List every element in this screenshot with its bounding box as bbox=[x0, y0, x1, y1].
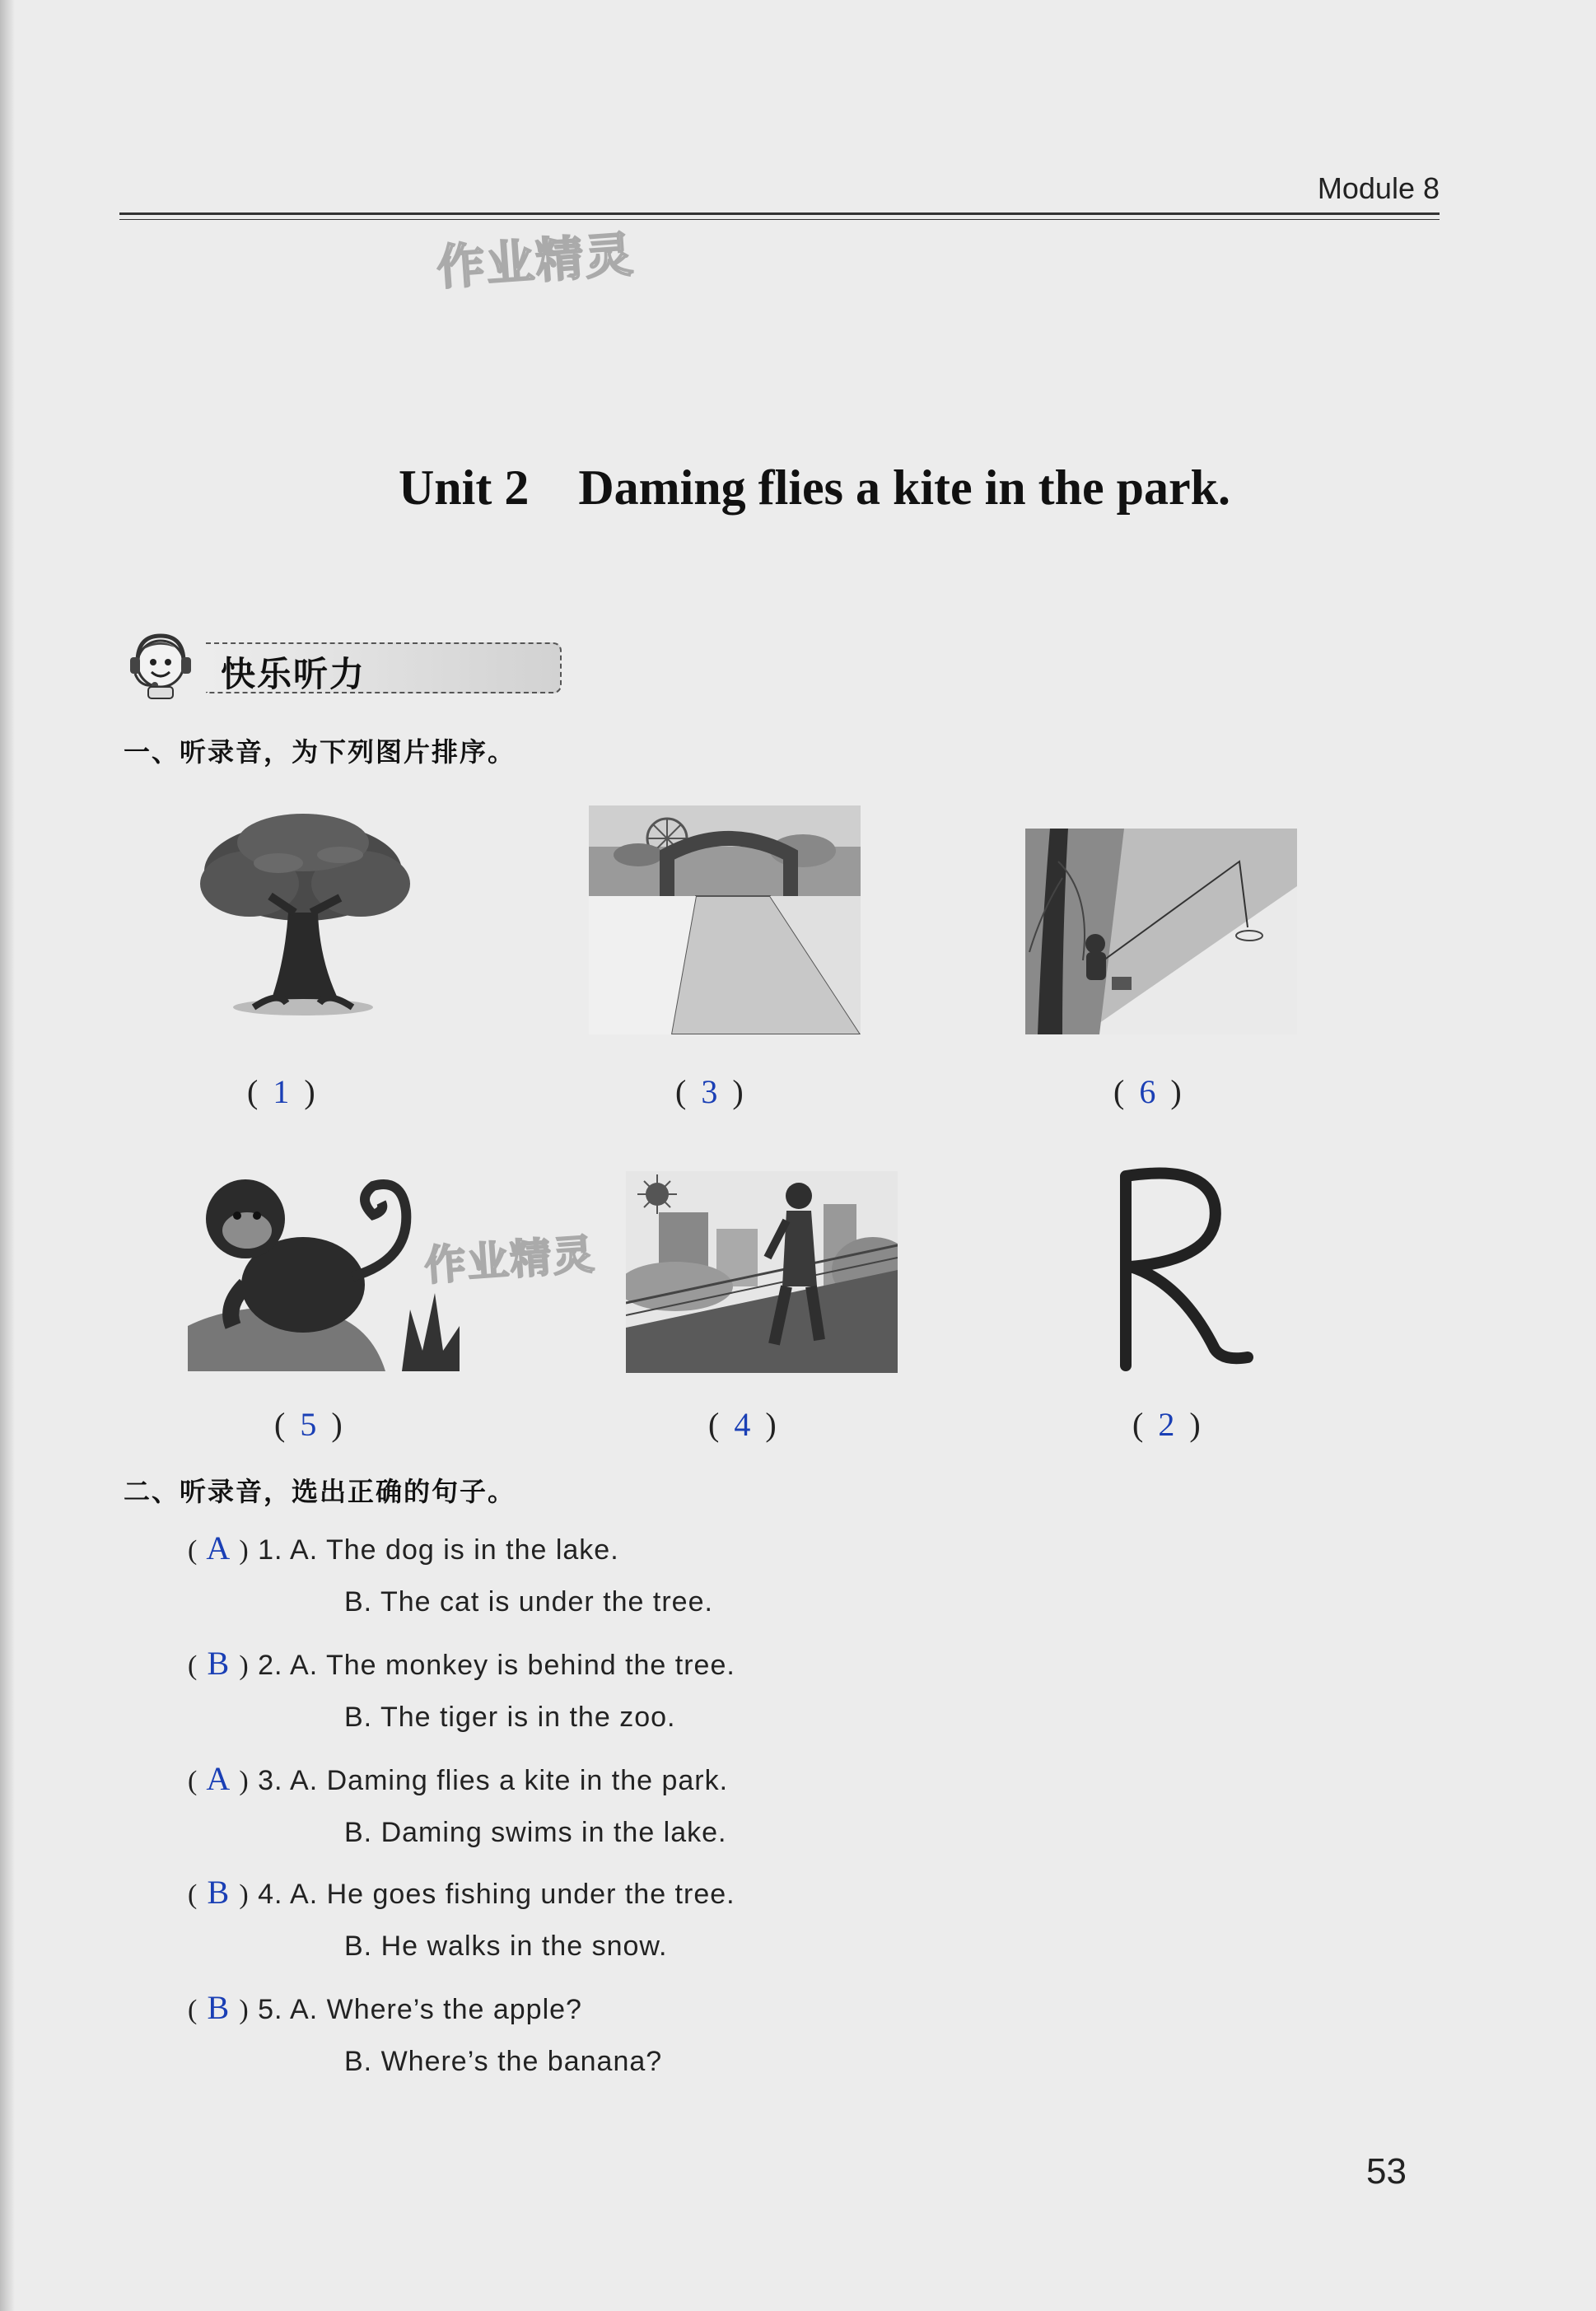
question-2-b: B. The tiger is in the zoo. bbox=[344, 1702, 676, 1733]
headphone-boy-icon bbox=[124, 626, 198, 700]
tree-picture bbox=[188, 805, 418, 1028]
picture-3-answer: ( 6 ) bbox=[1113, 1073, 1182, 1110]
section2-heading: 二、听录音，选出正确的句子。 bbox=[124, 1476, 516, 1507]
picture-1-answer: ( 1 ) bbox=[247, 1073, 315, 1110]
question-5-a: ( B ) 5. A. Where’s the apple? bbox=[188, 1989, 582, 2026]
picture-4-answer: ( 5 ) bbox=[274, 1406, 343, 1443]
watermark-2: 作业精灵 bbox=[422, 1230, 598, 1291]
section-banner bbox=[124, 626, 453, 700]
page-fold-shadow bbox=[0, 0, 15, 2311]
unit-title: Unit 2 Daming flies a kite in the park. bbox=[398, 460, 1231, 515]
section1-heading: 一、听录音，为下列图片排序。 bbox=[124, 736, 516, 768]
question-2-a: ( B ) 2. A. The monkey is behind the tree. bbox=[188, 1645, 735, 1682]
question-3-b: B. Daming swims in the lake. bbox=[344, 1817, 727, 1848]
page-number: 53 bbox=[1366, 2151, 1407, 2192]
picture-2-answer: ( 3 ) bbox=[675, 1073, 744, 1110]
letter-r-picture bbox=[1108, 1160, 1272, 1374]
question-4-a: ( B ) 4. A. He goes fishing under the tree. bbox=[188, 1874, 735, 1911]
picture-5-answer: ( 4 ) bbox=[708, 1406, 777, 1443]
question-1-b: B. The cat is under the tree. bbox=[344, 1586, 713, 1618]
question-1-a: ( A ) 1. A. The dog is in the lake. bbox=[188, 1529, 619, 1566]
picture-6-answer: ( 2 ) bbox=[1132, 1406, 1201, 1443]
banner-label: 快乐听力 bbox=[221, 654, 366, 694]
question-5-b: B. Where’s the banana? bbox=[344, 2046, 663, 2077]
header-rule bbox=[119, 212, 1440, 215]
question-3-a: ( A ) 3. A. Daming flies a kite in the park. bbox=[188, 1760, 729, 1797]
header-rule-thin bbox=[119, 219, 1440, 220]
banner-label-box bbox=[206, 642, 562, 693]
watermark: 作业精灵 bbox=[435, 226, 637, 296]
fishing-picture bbox=[1025, 829, 1297, 1034]
man-walking-picture bbox=[626, 1171, 898, 1373]
module-label: Module 8 bbox=[1317, 171, 1440, 205]
park-gate-picture bbox=[589, 805, 861, 1034]
monkey-picture bbox=[188, 1161, 460, 1371]
question-4-b: B. He walks in the snow. bbox=[344, 1931, 668, 1962]
